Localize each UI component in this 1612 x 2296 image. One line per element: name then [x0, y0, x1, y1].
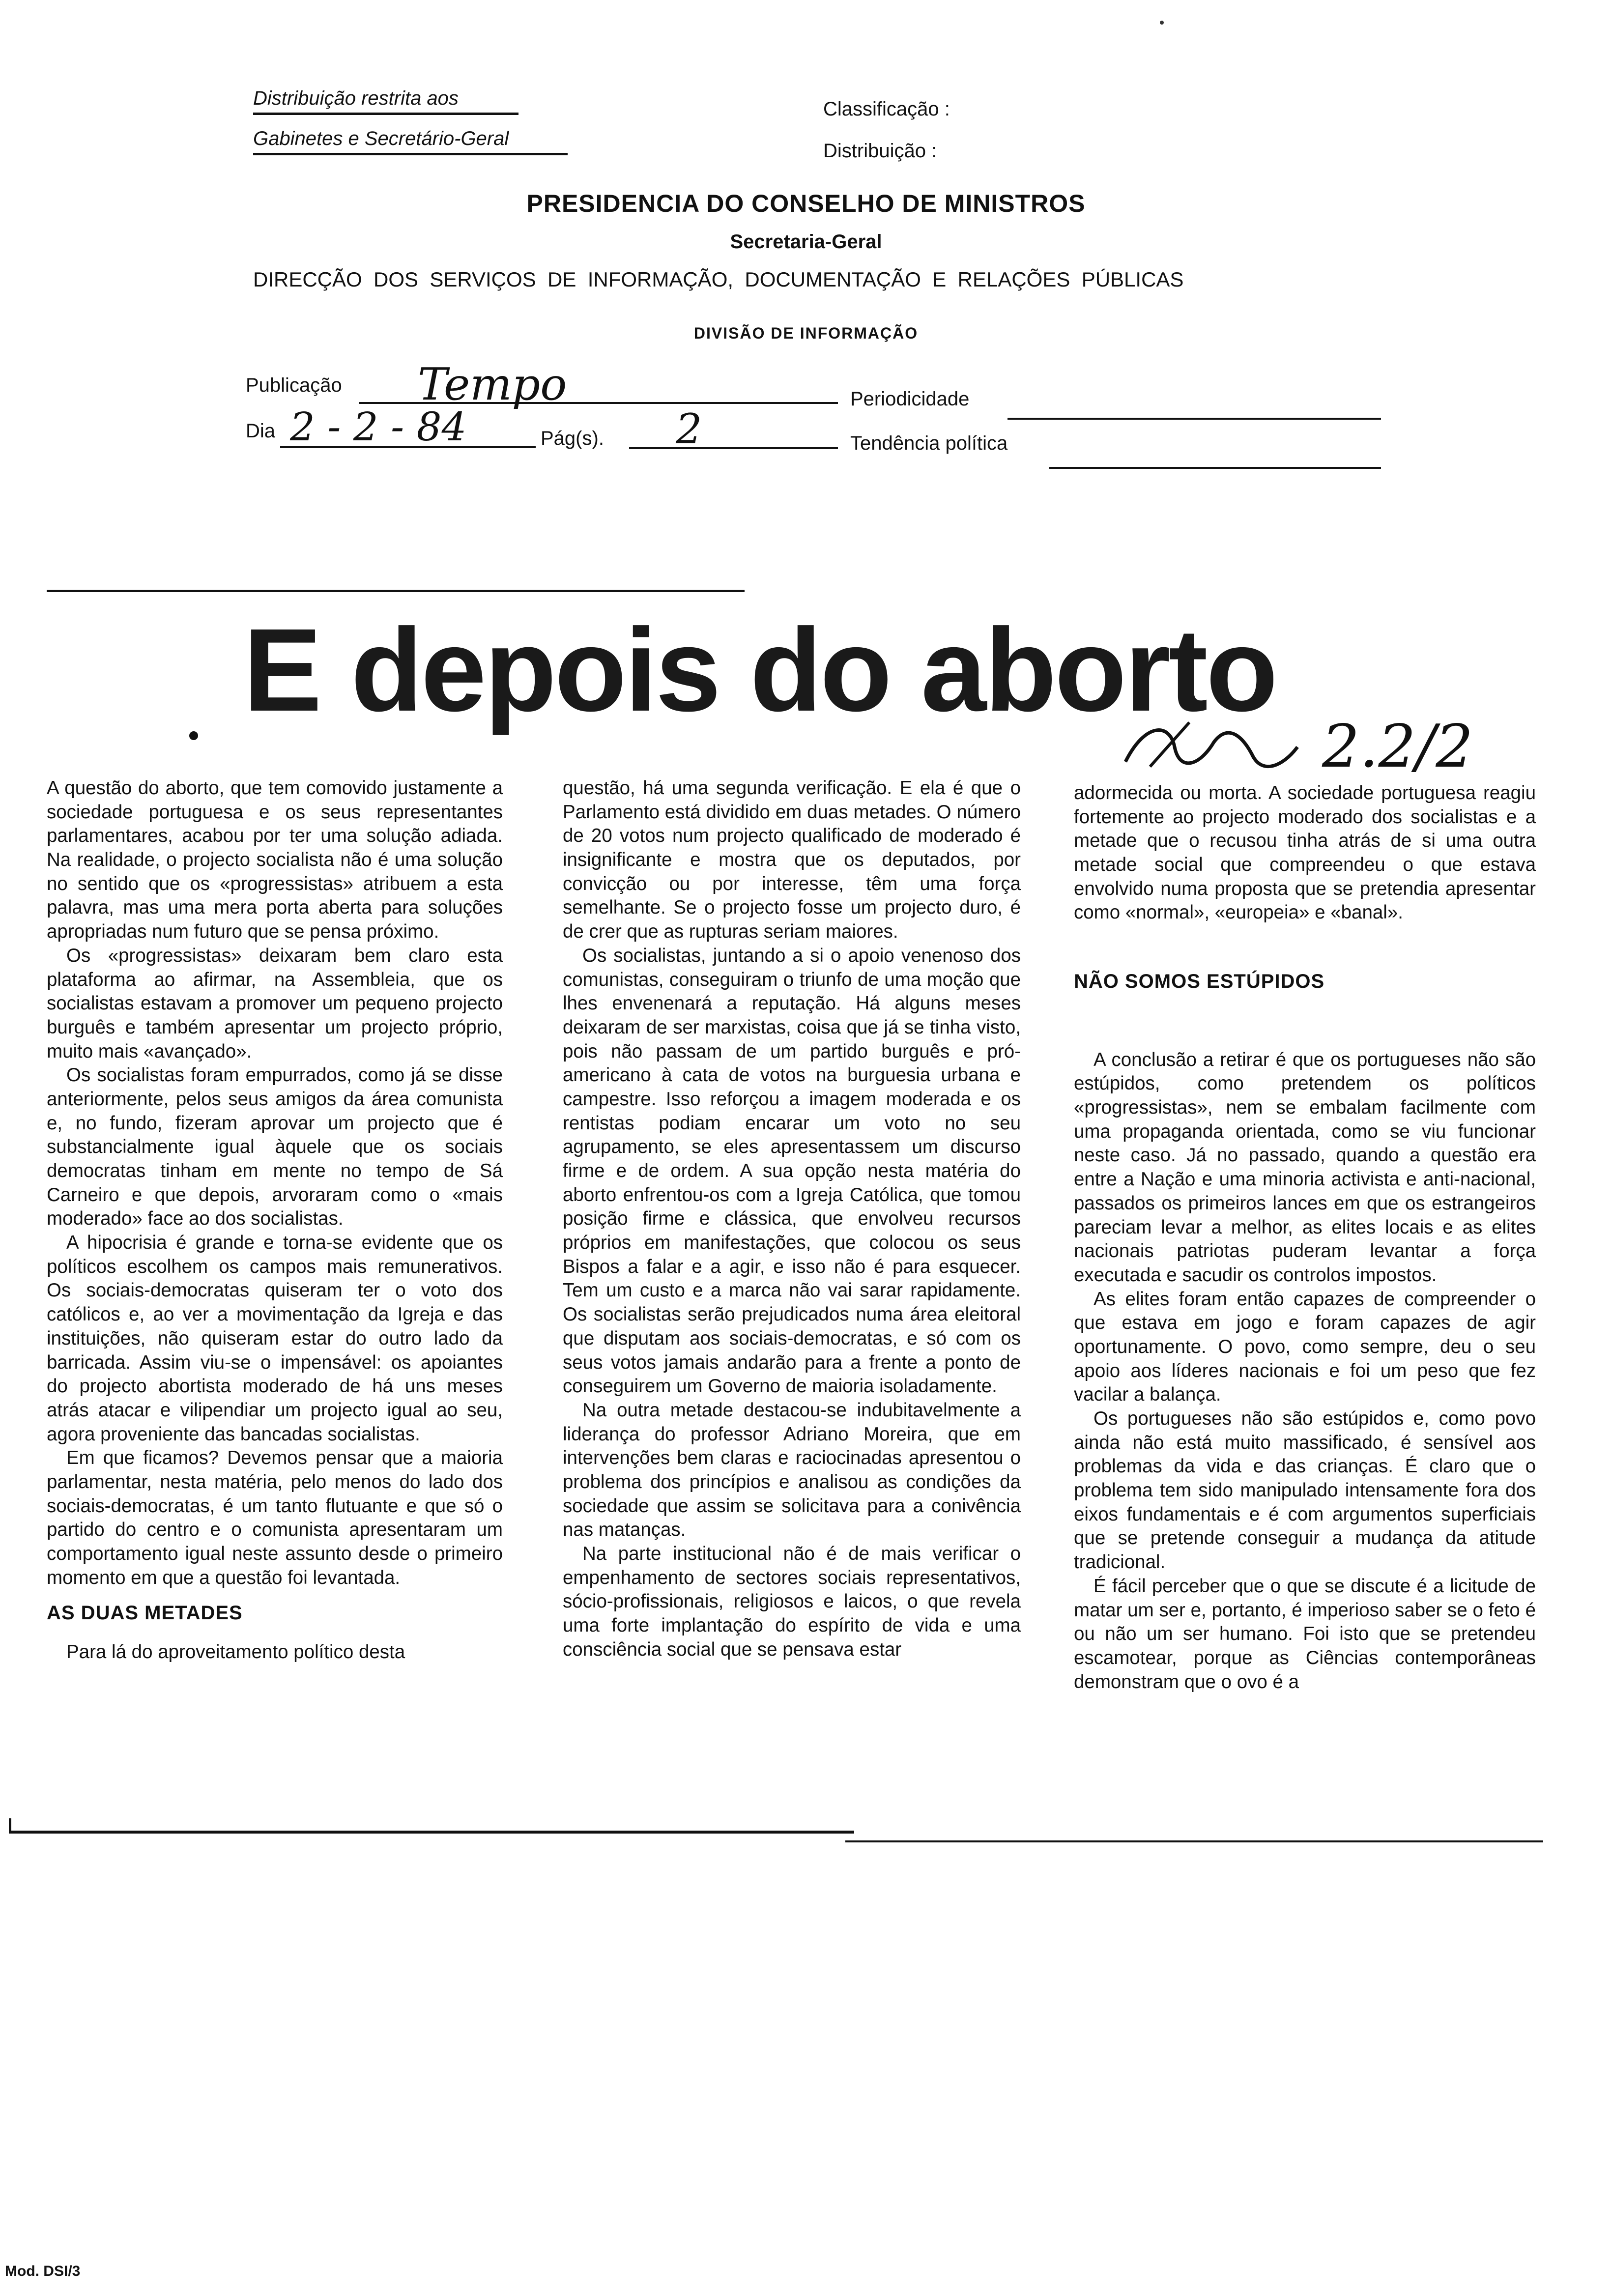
distribution-line-1: Distribuição restrita aos [253, 87, 518, 115]
paragraph: A hipocrisia é grande e torna-se evidente que os políticos escolhem os campos mais remunerativos. Os sociais-democratas quiseram ter o voto dos católicos e, ao ver a movimentação da Igreja e das instituições, não quiseram estar do outro lado da barricada. Assim viu-se o impensável: os apoiantes do projecto abortista moderado de há uns meses atrás atacar e vilipendiar um projecto igual ao seu, agora proveniente das bancadas socialistas. [47, 1232, 503, 1445]
org-title: PRESIDENCIA DO CONSELHO DE MINISTROS [526, 190, 1086, 217]
pages-handwritten: 2 [676, 405, 702, 453]
section-heading: NÃO SOMOS ESTÚPIDOS [1074, 971, 1325, 993]
division-title: DIVISÃO DE INFORMAÇÃO [693, 324, 919, 342]
paragraph: Os portugueses não são estúpidos e, como povo ainda não está muito massificado, é sensível aos problemas da vida e das crianças. É claro que o problema tem sido manipulado intensamente fora dos eixos fundamentais e é com argumentos superficiais que se pretende conseguir a mudança da atitude tradicional. [1074, 1408, 1536, 1573]
article-column-3 [1074, 781, 1536, 1694]
classification-label: Classificação : [823, 98, 950, 120]
paragraph: Para lá do aproveitamento político desta [66, 1641, 405, 1663]
pages-field [629, 405, 838, 453]
periodicity-label: Periodicidade [850, 388, 970, 410]
section-heading: AS DUAS METADES [47, 1602, 243, 1624]
day-label: Dia [246, 420, 276, 442]
paragraph: A questão do aborto, que tem comovido justamente a sociedade portuguesa e os seus representantes parlamentares, acabou por ter uma solução adiada. Na realidade, o projecto socialista não é uma solução no sentido que os «progressistas» atribuem a esta palavra, mas uma mera porta aberta para soluções apropriadas num futuro que se pensa próximo. [47, 777, 503, 943]
publication-label: Publicação [246, 374, 342, 396]
paragraph: Na outra metade destacou-se indubitavelmente a liderança do professor Adriano Moreira, que em intervenções bem claras e raciocinadas apresentou o problema dos princípios e analisou as condições da sociedade que assim se solicitava para a conivência nas matanças. [563, 1399, 1021, 1541]
day-handwritten: 2 - 2 - 84 [290, 404, 467, 450]
distribution-line-2: Gabinetes e Secretário-Geral [253, 128, 568, 155]
tendency-label: Tendência política [850, 432, 1008, 454]
periodicity-field [1008, 383, 1381, 420]
scan-speck [1160, 21, 1164, 25]
paragraph: As elites foram então capazes de compreender o que estava em jogo e foram capazes de agir oportunamente. O povo, como sempre, deu o seu apoio aos líderes nacionais e foi um peso que fez vacilar a balança. [1074, 1288, 1536, 1406]
top-rule [47, 590, 745, 592]
paragraph: É fácil perceber que o que se discute é a licitude de matar um ser e, portanto, é imperioso saber se o feto é ou não um ser humano. Foi isto que se pretendeu escamotear, porque as Ciências contemporâneas demonstram que o ovo é a [1074, 1575, 1536, 1693]
pages-label: Pág(s). [541, 428, 604, 449]
paragraph: Em que ficamos? Devemos pensar que a maioria parlamentar, nesta matéria, pelo menos do lado dos sociais-democratas, é um tanto flutuante e que só o partido do centro e o comunista apresentaram um comportamento igual neste assunto desde o primeiro momento em que a questão foi levantada. [47, 1447, 503, 1588]
article-headline: E depois do aborto [243, 604, 1276, 736]
day-field [280, 404, 536, 450]
paragraph: Os «progressistas» deixaram bem claro esta plataforma ao afirmar, na Assembleia, que os socialistas estavam a promover um pequeno projecto burguês e também apresentar um projecto próprio, muito mais «avançado». [47, 945, 503, 1062]
directorate-line: DIRECÇÃO DOS SERVIÇOS DE INFORMAÇÃO, DOCUMENTAÇÃO E RELAÇÕES PÚBLICAS [253, 268, 1184, 291]
bottom-rule-corner [9, 1818, 11, 1833]
bottom-rule-right [845, 1840, 1543, 1842]
article-column-2 [563, 776, 1021, 1662]
paragraph: Os socialistas foram empurrados, como já se disse anteriormente, pelos seus amigos da área comunista e, no fundo, fizeram aprovar um projecto que é substancialmente igual àquele que os sociais democratas tinham em mente no tempo de Sá Carneiro e que depois, arvoraram como o «mais moderado» face ao dos socialistas. [47, 1064, 503, 1230]
model-code: Mod. DSI/3 [5, 2263, 81, 2279]
paragraph: Na parte institucional não é de mais verificar o empenhamento de sectores sociais representativos, sócio-profissionais, religiosos e laicos, o que revela uma forte implantação do espírito de vida e uma consciência social que se pensava estar [563, 1543, 1021, 1660]
paragraph: Os socialistas, juntando a si o apoio venenoso dos comunistas, conseguiram o triunfo de uma moção que lhes envenenará a reputação. Há alguns meses deixaram de ser marxistas, coisa que já se tinha visto, pois não passam de um partido burguês e pró-americano à cata de votos na burguesia urbana e campestre. Isso reforçou a imagem moderada e os rentistas podiam encarar um voto no seu agrupamento, se eles apresentassem um discurso firme e de ordem. A sua opção nesta matéria do aborto enfrentou-os com a Igreja Católica, que tomou posição firme e clássica, que envolveu recursos próprios em manifestações, que colocou os seus Bispos a falar e a agir, e isso não é para esquecer. Tem um custo e a marca não vai sarar rapidamente. Os socialistas serão prejudicados numa área eleitoral que disputam aos sociais-democratas, e só com os seus votos jamais andarão para a frente a ponto de conseguirem um Governo de maioria isoladamente. [563, 945, 1021, 1397]
tendency-field [1049, 432, 1381, 469]
org-subtitle: Secretaria-Geral [730, 231, 882, 253]
bottom-rule-left [9, 1831, 854, 1834]
bullet-dot [189, 731, 198, 740]
paragraph: A conclusão a retirar é que os portugueses não são estúpidos, como pretendem os políticos «progressistas», nem se embalam facilmente com uma propaganda orientada, como se viu funcionar neste caso. Já no passado, quando a questão era entre a Nação e uma minoria activista e anti-nacional, passados os primeiros lances em que os estrangeiros pareciam levar a melhor, as elites locais e as elites nacionais patriotas puderam levantar a força executada e sacudir os controlos impostos. [1074, 1049, 1536, 1286]
publication-field [359, 359, 838, 410]
distribution-label: Distribuição : [823, 140, 937, 162]
paragraph: questão, há uma segunda verificação. E ela é que o Parlamento está dividido em duas metades. O número de 20 votos num projecto qualificado de moderado é insignificante e mostra que os deputados, por convicção ou por interesse, têm uma força semelhante. Se o projecto fosse um projecto duro, é de crer que as rupturas seriam maiores. [563, 777, 1021, 943]
handwritten-annotation: 2.2/2 [1322, 713, 1473, 781]
publication-handwritten: Tempo [418, 359, 567, 410]
article-column-1 [47, 776, 503, 1665]
paragraph: adormecida ou morta. A sociedade portuguesa reagiu fortemente ao projecto moderado dos socialistas e a metade que o recusou tinha atrás de si uma outra metade social que compreendeu o que estava envolvido numa proposta que se pretendia apresentar como «normal», «europeia» e «banal». [1074, 782, 1536, 923]
handwritten-scribble [1116, 693, 1322, 791]
